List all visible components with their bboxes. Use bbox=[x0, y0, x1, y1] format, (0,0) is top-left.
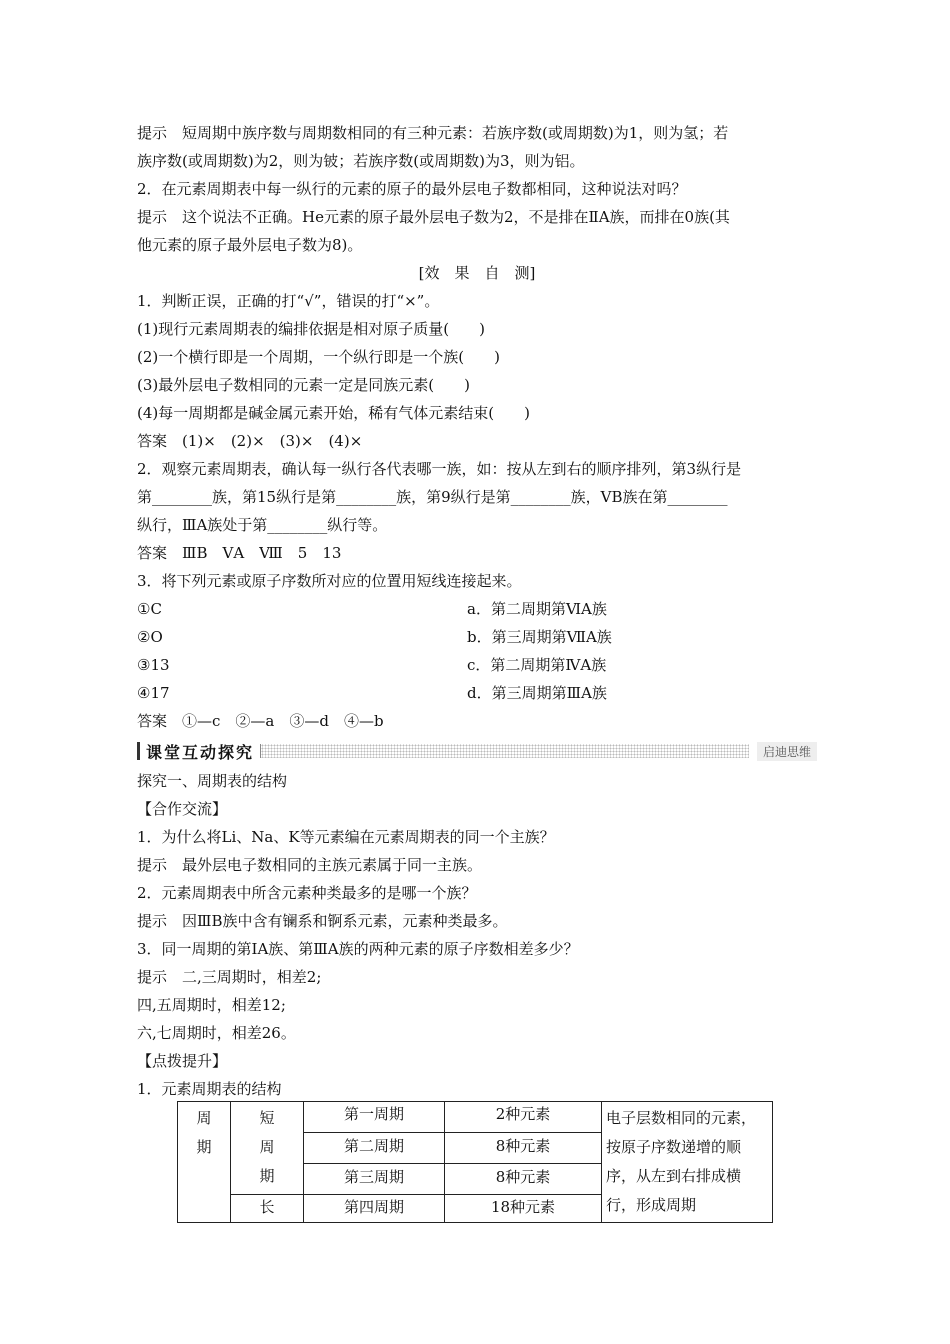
question-item: (4)每一周期都是碱金属元素开始，稀有气体元素结束( ) bbox=[137, 404, 530, 422]
match-row bbox=[137, 595, 817, 623]
banner-bar bbox=[137, 742, 140, 760]
description-cell: 电子层数相同的元素，按原子序数递增的顺序，从左到右排成横行，形成周期 bbox=[602, 1102, 773, 1223]
hint-line: 族序数(或周期数)为2，则为铍；若族序数(或周期数)为3，则为铝。 bbox=[137, 152, 585, 170]
answer-line: 答案 ①—c ②—a ③—d ④—b bbox=[137, 712, 384, 730]
hint-line: 提示 二,三周期时，相差2; bbox=[137, 968, 322, 986]
section-banner bbox=[137, 739, 817, 763]
question-line: 纵行，ⅢA族处于第________纵行等。 bbox=[137, 516, 388, 534]
hint-line: 提示 因ⅢB族中含有镧系和锕系元素，元素种类最多。 bbox=[137, 912, 508, 930]
question-line: 3．同一周期的第ⅠA族、第ⅢA族的两种元素的原子序数相差多少？ bbox=[137, 940, 579, 958]
question-line: 2．元素周期表中所含元素种类最多的是哪一个族？ bbox=[137, 884, 477, 902]
match-right: b．第三周期第ⅦA族 bbox=[467, 628, 612, 646]
banner-pattern bbox=[260, 744, 749, 758]
element-count-cell: 8种元素 bbox=[445, 1133, 602, 1164]
subsection-title: 探究一、周期表的结构 bbox=[137, 772, 288, 790]
hint-line: 四,五周期时，相差12; bbox=[137, 996, 286, 1014]
banner-tag: 启迪思维 bbox=[757, 742, 817, 761]
hint-line: 六,七周期时，相差26。 bbox=[137, 1024, 296, 1042]
question-line: 3．将下列元素或原子序数所对应的位置用短线连接起来。 bbox=[137, 572, 522, 590]
match-right: d．第三周期第ⅢA族 bbox=[467, 684, 607, 702]
question-item: (1)现行元素周期表的编排依据是相对原子质量( ) bbox=[137, 320, 485, 338]
periodic-structure-table bbox=[177, 1101, 773, 1223]
element-count-cell: 8种元素 bbox=[445, 1164, 602, 1195]
subsection-label: 【点拨提升】 bbox=[137, 1052, 228, 1070]
hint-line: 提示 短周期中族序数与周期数相同的有三种元素：若族序数(或周期数)为1，则为氢；若 bbox=[137, 124, 729, 142]
question-item: (3)最外层电子数相同的元素一定是同族元素( ) bbox=[137, 376, 470, 394]
question-line: 1．判断正误，正确的打“√”，错误的打“×”。 bbox=[137, 292, 440, 310]
element-count-cell: 2种元素 bbox=[445, 1102, 602, 1133]
short-period-cell: 短 周 期 bbox=[231, 1102, 304, 1195]
question-item: (2)一个横行即是一个周期，一个纵行即是一个族( ) bbox=[137, 348, 500, 366]
period-name-cell: 第四周期 bbox=[304, 1195, 445, 1223]
match-left: ①C bbox=[137, 600, 162, 618]
question-line: 2．在元素周期表中每一纵行的元素的原子的最外层电子数都相同，这种说法对吗？ bbox=[137, 180, 687, 198]
hint-line: 提示 这个说法不正确。He元素的原子最外层电子数为2，不是排在ⅡA族，而排在0族(其 bbox=[137, 208, 730, 226]
match-left: ②O bbox=[137, 628, 163, 646]
match-left: ③13 bbox=[137, 656, 170, 674]
banner-title: 课堂互动探究 bbox=[146, 742, 255, 762]
question-line: 第________族，第15纵行是第________族，第9纵行是第________族，ⅤB族在第________ bbox=[137, 488, 728, 506]
element-count-cell: 18种元素 bbox=[445, 1195, 602, 1223]
match-row bbox=[137, 651, 817, 679]
match-row bbox=[137, 679, 817, 707]
section-heading: [效 果 自 测] bbox=[418, 264, 536, 282]
question-line: 2．观察元素周期表，确认每一纵行各代表哪一族，如：按从左到右的顺序排列，第3纵行是 bbox=[137, 460, 742, 478]
match-right: c．第二周期第ⅣA族 bbox=[467, 656, 607, 674]
subsection-label: 【合作交流】 bbox=[137, 800, 228, 818]
hint-line: 提示 最外层电子数相同的主族元素属于同一主族。 bbox=[137, 856, 483, 874]
match-right: a．第二周期第ⅥA族 bbox=[467, 600, 607, 618]
answer-line: 答案 ⅢB ⅤA Ⅷ 5 13 bbox=[137, 544, 342, 562]
period-name-cell: 第二周期 bbox=[304, 1133, 445, 1164]
answer-line: 答案 (1)× (2)× (3)× (4)× bbox=[137, 432, 363, 450]
period-name-cell: 第一周期 bbox=[304, 1102, 445, 1133]
subsection-title: 1．元素周期表的结构 bbox=[137, 1080, 282, 1098]
period-label-cell: 周 期 bbox=[178, 1102, 231, 1223]
hint-line: 他元素的原子最外层电子数为8)。 bbox=[137, 236, 363, 254]
document-body bbox=[137, 119, 817, 1103]
match-row bbox=[137, 623, 817, 651]
long-period-cell: 长 bbox=[231, 1195, 304, 1223]
match-left: ④17 bbox=[137, 684, 170, 702]
period-name-cell: 第三周期 bbox=[304, 1164, 445, 1195]
question-line: 1．为什么将Li、Na、K等元素编在元素周期表的同一个主族？ bbox=[137, 828, 555, 846]
